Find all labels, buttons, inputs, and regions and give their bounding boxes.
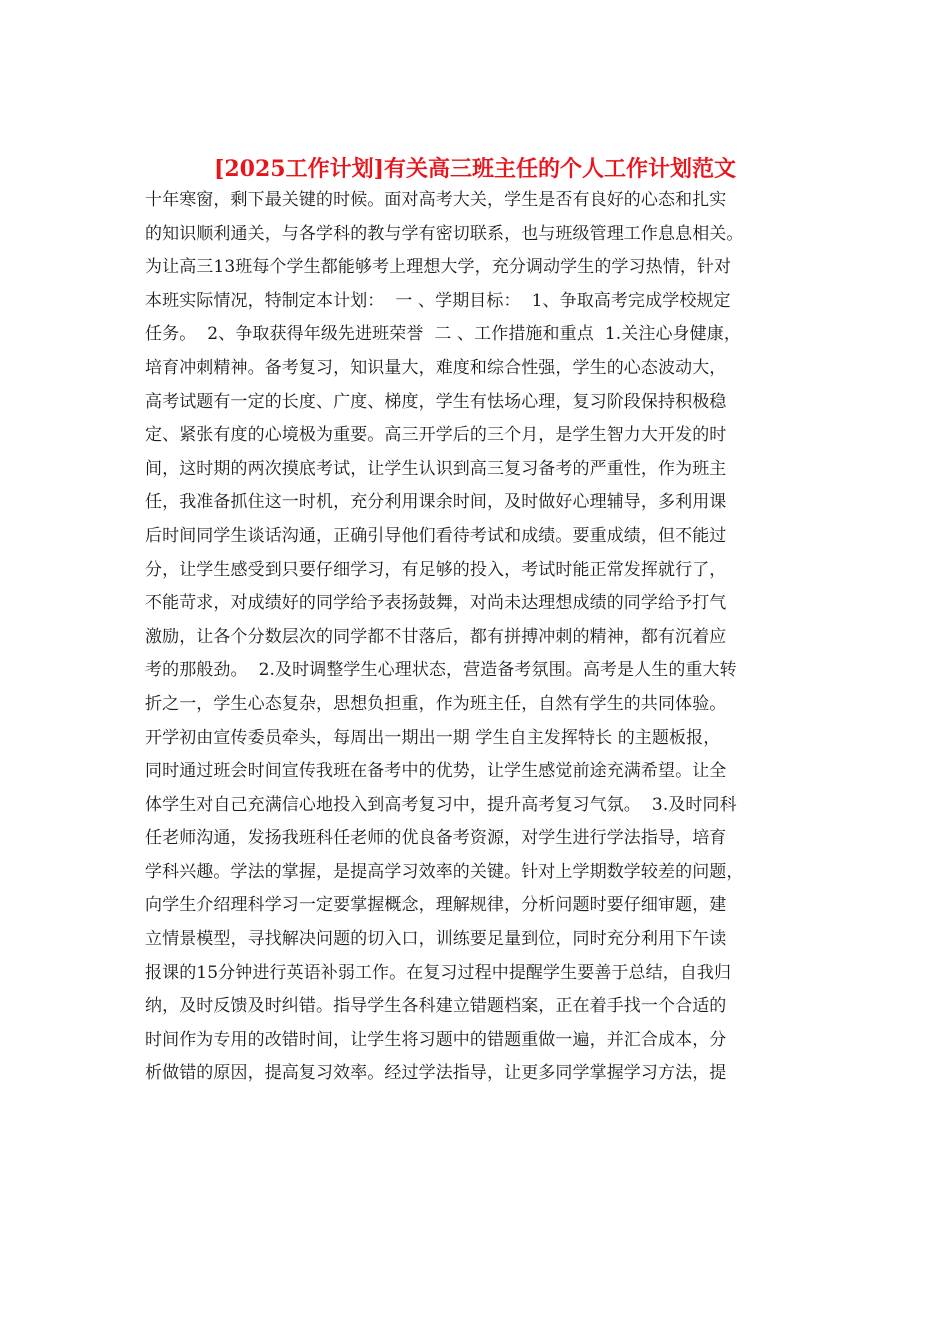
body-line: 的知识顺利通关，与各学科的教与学有密切联系，也与班级管理工作息息相关。 (145, 223, 744, 244)
body-line: 开学初由宣传委员牵头，每周出一期出一期 学生自主发挥特长 的主题板报， (145, 727, 721, 748)
body-line: 折之一，学生心态复杂，思想负担重，作为班主任，自然有学生的共同体验。 (145, 693, 727, 714)
document-body (145, 184, 810, 1091)
body-line: 十年寒窗，剩下最关键的时候。面对高考大关，学生是否有良好的心态和扎实 (145, 190, 727, 210)
body-line: 定、紧张有度的心境极为重要。高三开学后的三个月，是学生智力大开发的时 (145, 425, 727, 446)
body-line: 考的那般劲。 2.及时调整学生心理状态，营造备考氛围。高考是人生的重大转 (145, 660, 737, 681)
body-line: 为让高三13班每个学生都能够考上理想大学，充分调动学生的学习热情，针对 (145, 257, 732, 278)
body-line: 时间作为专用的改错时间，让学生将习题中的错题重做一遍，并汇合成本，分 (145, 1029, 727, 1050)
body-line: 析做错的原因，提高复习效率。经过学法指导，让更多同学掌握学习方法，提 (145, 1063, 727, 1084)
body-line: 体学生对自己充满信心地投入到高考复习中，提升高考复习气氛。 3.及时同科 (145, 794, 737, 815)
body-line: 培育冲刺精神。备考复习，知识量大，难度和综合性强，学生的心态波动大， (145, 357, 727, 378)
body-line: 激励，让各个分数层次的同学都不甘落后，都有拼搏冲刺的精神，都有沉着应 (145, 626, 727, 647)
body-line: 不能苛求，对成绩好的同学给予表扬鼓舞，对尚未达理想成绩的同学给予打气 (145, 593, 727, 614)
body-line: 高考试题有一定的长度、广度、梯度，学生有怯场心理，复习阶段保持积极稳 (145, 391, 727, 412)
body-line: 本班实际情况，特制定本计划： 一 、学期目标： 1、争取高考完成学校规定 (145, 290, 731, 311)
body-line: 纳，及时反馈及时纠错。指导学生各科建立错题档案，正在着手找一个合适的 (145, 996, 727, 1017)
body-line: 向学生介绍理科学习一定要掌握概念，理解规律，分析问题时要仔细审题，建 (145, 895, 727, 916)
body-line: 学科兴趣。学法的掌握，是提高学习效率的关键。针对上学期数学较差的问题， (145, 861, 744, 882)
body-line: 同时通过班会时间宣传我班在备考中的优势，让学生感觉前途充满希望。让全 (145, 761, 727, 782)
body-line: 任，我准备抓住这一时机，充分利用课余时间，及时做好心理辅导，多利用课 (145, 492, 727, 513)
body-line: 间，这时期的两次摸底考试，让学生认识到高三复习备考的严重性，作为班主 (145, 458, 727, 479)
body-line: 立情景模型，寻找解决问题的切入口，训练要足量到位，同时充分利用下午读 (145, 929, 727, 950)
body-line: 后时间同学生谈话沟通，正确引导他们看待考试和成绩。要重成绩，但不能过 (145, 525, 727, 546)
document-title: [2025工作计划]有关高三班主任的个人工作计划范文 (213, 156, 737, 182)
body-line: 分，让学生感受到只要仔细学习，有足够的投入，考试时能正常发挥就行了， (145, 559, 727, 580)
body-line: 任老师沟通，发扬我班科任老师的优良备考资源，对学生进行学法指导，培育 (145, 828, 727, 849)
body-line: 报课的15分钟进行英语补弱工作。在复习过程中提醒学生要善于总结，自我归 (145, 962, 732, 983)
body-line: 任务。 2、争取获得年级先进班荣誉 二 、工作措施和重点 1.关注心身健康， (145, 324, 741, 345)
